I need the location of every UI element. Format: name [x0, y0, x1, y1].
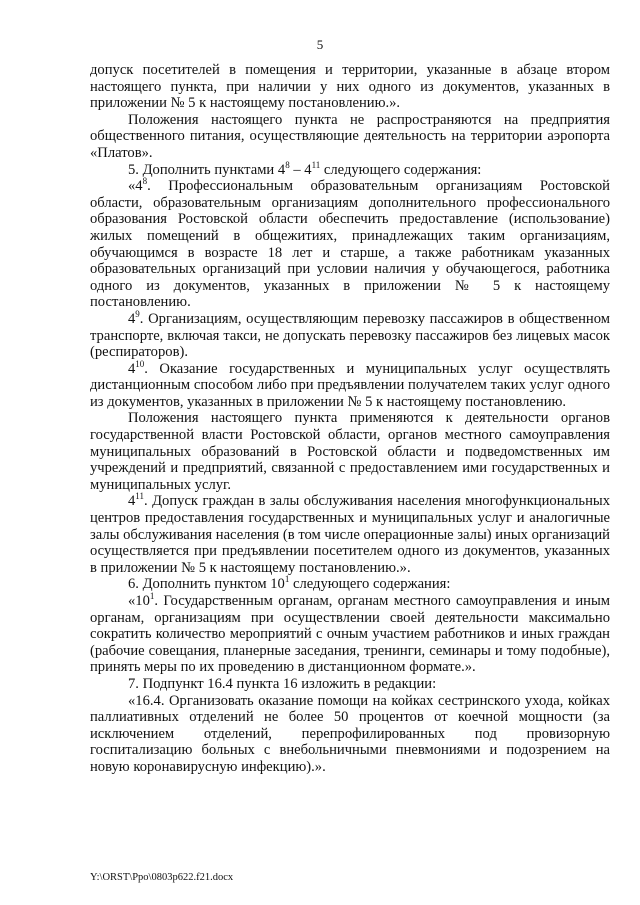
paragraph-text: . Оказание государственных и муниципальных услуг осуществлять дистанционным способом либо при предъявлении получателем таких услуг одного из документов, указанных в приложении № 5 к настоящему постановлению. [90, 360, 610, 410]
paragraph-text: 4 [128, 493, 136, 510]
paragraph-text: Положения настоящего пункта не распространяются на предприятия общественного питания, осуществляющие деятельность на территории аэропорта «Платов». [90, 111, 610, 161]
paragraph [90, 308, 610, 361]
paragraph-text: . Организациям, осуществляющим перевозку пассажиров в общественном транспорте, включая такси, не допускать перевозку пассажиров без лицевых масок (респираторов). [90, 310, 610, 361]
paragraph [90, 493, 610, 576]
paragraph-text: 5. Дополнить пунктами 4 [128, 161, 286, 178]
paragraph-text: . Государственным органам, органам местного самоуправления и иным органам, организациям при осуществлении своей деятельности максимально сократить количество мероприятий с очным участием работников и иных граждан (рабочие совещания, планерные заседания, тренинги, семинары и тому подобные), принять меры по их проведению в дистанционном формате.». [90, 593, 610, 676]
paragraph-text: 7. Подпункт 16.4 пункта 16 изложить в редакции: [128, 675, 437, 692]
paragraph-text: следующего содержания: [320, 161, 482, 178]
superscript-index: 1 [284, 574, 290, 585]
file-path-footer: Y:\ORST\Ppo\0803p622.f21.docx [90, 872, 234, 883]
superscript-index: 8 [285, 159, 290, 170]
paragraph-text: . Допуск граждан в залы обслуживания населения многофункциональных центров предоставления государственных и муниципальных услуг и аналогичные залы обслуживания населения (в том числе операционные залы) иных организаций осуществляется при предъявлении посетителем одного из документов, указанных в приложении № 5 к настоящему постановлению.». [90, 493, 610, 576]
paragraph [90, 159, 610, 179]
paragraph [90, 112, 610, 162]
paragraph-text: допуск посетителей в помещения и территории, указанные в абзаце втором настоящего пункта, при наличии у них одного из документов, указанных в приложении № 5 к настоящему постановлению.». [90, 62, 610, 112]
paragraph-text: 4 [128, 360, 136, 377]
paragraph [90, 410, 610, 493]
paragraph-text: 6. Дополнить пунктом 10 [128, 576, 285, 593]
paragraph [90, 358, 610, 411]
document-body [90, 62, 610, 776]
paragraph-text: следующего содержания: [289, 576, 451, 593]
superscript-index: 1 [149, 591, 155, 601]
paragraph-text: «16.4. Организовать оказание помощи на койках сестринского ухода, койках паллиативных отделений не более 50 процентов от коечной мощности (за исключением отделений, перепрофилированных под провизорную госпитализацию больных с внебольничными пневмониями и подозрением на новую коронавирусную инфекцию).». [90, 692, 610, 775]
paragraph-text: Положения настоящего пункта применяются к деятельности органов государственной власти Ростовской области, органов местного самоуправления муниципальных образований в Ростовской области и подведомственных им учреждений и предприятий, связанной с предоставлением ими государственных и муниципальных услуг. [90, 410, 610, 493]
paragraph [90, 593, 610, 676]
paragraph-text: . Профессиональным образовательным организациям Ростовской области, образовательным организациям дополнительного профессионального образования Ростовской области обеспечить предоставление (использование) жилых помещений в общежитиях, принадлежащих таким организациям, обучающимся в возрасте 18 лет и старше, а также работникам указанных образовательных организаций при условии наличия у обучающегося, работника одного из документов, указанных в приложении № 5 к настоящему постановлению. [90, 178, 610, 311]
superscript-index: 8 [142, 176, 148, 187]
page-number: 5 [316, 37, 324, 52]
paragraph-text: «4 [128, 178, 143, 195]
superscript-index: 10 [135, 358, 145, 369]
paragraph-text: 4 [128, 310, 136, 327]
superscript-index: 11 [311, 159, 321, 170]
paragraph-text: – 4 [289, 161, 312, 178]
paragraph [90, 693, 610, 776]
paragraph [90, 178, 610, 311]
paragraph [90, 576, 610, 593]
paragraph [90, 62, 610, 112]
paragraph-text: «10 [128, 593, 150, 609]
paragraph [90, 676, 610, 693]
superscript-index: 11 [135, 491, 144, 502]
superscript-index: 9 [135, 308, 140, 319]
